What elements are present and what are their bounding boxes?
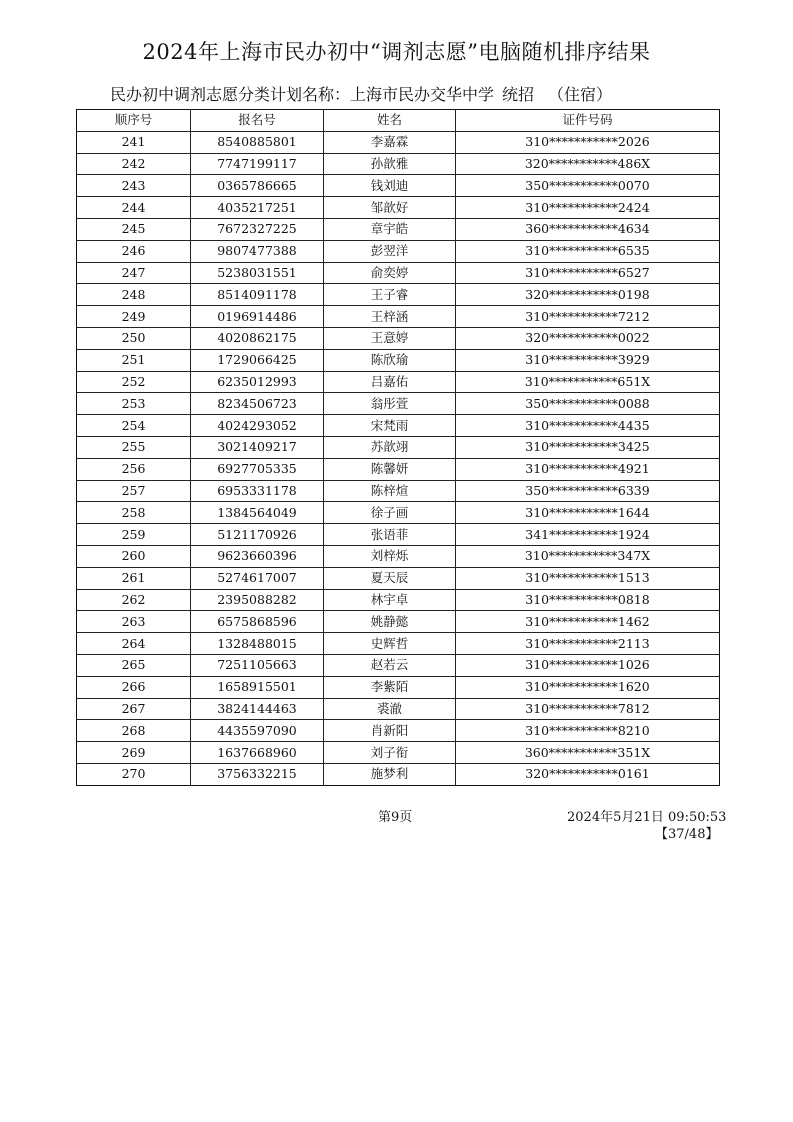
- cell-registration-no: 1637668960: [191, 742, 324, 764]
- cell-id-number: 360***********351X: [456, 742, 720, 764]
- cell-sequence: 252: [77, 371, 191, 393]
- cell-name: 苏歆翊: [324, 436, 456, 458]
- cell-name: 王子睿: [324, 284, 456, 306]
- school-name: 上海市民办交华中学: [350, 85, 495, 104]
- cell-registration-no: 1328488015: [191, 633, 324, 655]
- cell-name: 史辉哲: [324, 633, 456, 655]
- cell-sequence: 248: [77, 284, 191, 306]
- ranking-table: [76, 109, 720, 786]
- cell-id-number: 310***********3425: [456, 436, 720, 458]
- header-name: 姓名: [324, 110, 456, 132]
- header-sequence: 顺序号: [77, 110, 191, 132]
- cell-id-number: 310***********8210: [456, 720, 720, 742]
- table-row: [77, 654, 720, 676]
- table-row: [77, 742, 720, 764]
- cell-name: 俞奕婷: [324, 262, 456, 284]
- cell-name: 章宇皓: [324, 218, 456, 240]
- cell-sequence: 261: [77, 567, 191, 589]
- page-number: 第9页: [378, 810, 413, 825]
- cell-sequence: 269: [77, 742, 191, 764]
- table-header-row: [77, 110, 720, 132]
- cell-sequence: 250: [77, 327, 191, 349]
- cell-id-number: 310***********7812: [456, 698, 720, 720]
- cell-sequence: 262: [77, 589, 191, 611]
- cell-id-number: 320***********0198: [456, 284, 720, 306]
- table-row: [77, 524, 720, 546]
- cell-id-number: 320***********486X: [456, 153, 720, 175]
- cell-sequence: 270: [77, 763, 191, 785]
- cell-registration-no: 5274617007: [191, 567, 324, 589]
- cell-sequence: 243: [77, 175, 191, 197]
- cell-name: 肖新阳: [324, 720, 456, 742]
- cell-id-number: 341***********1924: [456, 524, 720, 546]
- boarding-type: （住宿）: [548, 85, 613, 104]
- document-title: 2024年上海市民办初中“调剂志愿”电脑随机排序结果: [142, 40, 651, 64]
- cell-id-number: 310***********1513: [456, 567, 720, 589]
- cell-name: 夏天辰: [324, 567, 456, 589]
- table-row: [77, 763, 720, 785]
- cell-name: 宋梵雨: [324, 415, 456, 437]
- cell-registration-no: 3756332215: [191, 763, 324, 785]
- cell-name: 林宇卓: [324, 589, 456, 611]
- table-row: [77, 589, 720, 611]
- cell-sequence: 264: [77, 633, 191, 655]
- cell-name: 邹歆好: [324, 197, 456, 219]
- cell-id-number: 310***********2026: [456, 131, 720, 153]
- cell-sequence: 251: [77, 349, 191, 371]
- cell-id-number: 310***********1644: [456, 502, 720, 524]
- cell-id-number: 310***********6535: [456, 240, 720, 262]
- cell-name: 王梓涵: [324, 306, 456, 328]
- cell-registration-no: 4435597090: [191, 720, 324, 742]
- header-id-number: 证件号码: [456, 110, 720, 132]
- cell-id-number: 310***********7212: [456, 306, 720, 328]
- table-row: [77, 436, 720, 458]
- cell-registration-no: 7251105663: [191, 654, 324, 676]
- cell-id-number: 310***********1026: [456, 654, 720, 676]
- header-registration-no: 报名号: [191, 110, 324, 132]
- cell-name: 赵若云: [324, 654, 456, 676]
- cell-sequence: 260: [77, 545, 191, 567]
- cell-registration-no: 9807477388: [191, 240, 324, 262]
- cell-sequence: 245: [77, 218, 191, 240]
- cell-name: 施梦利: [324, 763, 456, 785]
- cell-sequence: 254: [77, 415, 191, 437]
- cell-sequence: 246: [77, 240, 191, 262]
- cell-registration-no: 6575868596: [191, 611, 324, 633]
- cell-name: 李嘉霖: [324, 131, 456, 153]
- cell-sequence: 265: [77, 654, 191, 676]
- table-row: [77, 720, 720, 742]
- cell-registration-no: 7672327225: [191, 218, 324, 240]
- cell-name: 刘子衔: [324, 742, 456, 764]
- table-row: [77, 698, 720, 720]
- cell-registration-no: 5238031551: [191, 262, 324, 284]
- cell-name: 陈欣瑜: [324, 349, 456, 371]
- table-row: [77, 306, 720, 328]
- cell-name: 吕嘉佑: [324, 371, 456, 393]
- plan-name-line: [110, 82, 612, 105]
- cell-sequence: 263: [77, 611, 191, 633]
- cell-sequence: 247: [77, 262, 191, 284]
- table-row: [77, 415, 720, 437]
- cell-id-number: 360***********4634: [456, 218, 720, 240]
- cell-registration-no: 3824144463: [191, 698, 324, 720]
- table-row: [77, 393, 720, 415]
- cell-sequence: 255: [77, 436, 191, 458]
- cell-id-number: 310***********2424: [456, 197, 720, 219]
- print-timestamp: 2024年5月21日 09:50:53: [567, 810, 727, 825]
- cell-registration-no: 8540885801: [191, 131, 324, 153]
- table-row: [77, 545, 720, 567]
- cell-id-number: 310***********651X: [456, 371, 720, 393]
- table-row: [77, 284, 720, 306]
- cell-sequence: 259: [77, 524, 191, 546]
- cell-id-number: 310***********4435: [456, 415, 720, 437]
- cell-name: 陈馨妍: [324, 458, 456, 480]
- cell-id-number: 310***********4921: [456, 458, 720, 480]
- admission-category: 统招: [502, 85, 535, 104]
- cell-registration-no: 4024293052: [191, 415, 324, 437]
- cell-registration-no: 6953331178: [191, 480, 324, 502]
- table-row: [77, 153, 720, 175]
- cell-registration-no: 6235012993: [191, 371, 324, 393]
- cell-registration-no: 1729066425: [191, 349, 324, 371]
- table-row: [77, 327, 720, 349]
- table-row: [77, 458, 720, 480]
- cell-id-number: 310***********1620: [456, 676, 720, 698]
- cell-registration-no: 1384564049: [191, 502, 324, 524]
- cell-name: 张语菲: [324, 524, 456, 546]
- cell-name: 刘梓烁: [324, 545, 456, 567]
- cell-name: 翁彤萱: [324, 393, 456, 415]
- cell-id-number: 350***********0088: [456, 393, 720, 415]
- table-row: [77, 633, 720, 655]
- cell-id-number: 310***********6527: [456, 262, 720, 284]
- cell-registration-no: 8234506723: [191, 393, 324, 415]
- cell-name: 王意婷: [324, 327, 456, 349]
- table-row: [77, 262, 720, 284]
- cell-sequence: 256: [77, 458, 191, 480]
- table-row: [77, 567, 720, 589]
- cell-name: 徐子画: [324, 502, 456, 524]
- cell-name: 钱刘迪: [324, 175, 456, 197]
- cell-sequence: 241: [77, 131, 191, 153]
- table-row: [77, 349, 720, 371]
- cell-registration-no: 4020862175: [191, 327, 324, 349]
- table-row: [77, 240, 720, 262]
- cell-name: 姚静懿: [324, 611, 456, 633]
- cell-id-number: 310***********347X: [456, 545, 720, 567]
- table-row: [77, 676, 720, 698]
- table-row: [77, 131, 720, 153]
- cell-name: 陈梓煊: [324, 480, 456, 502]
- cell-sequence: 249: [77, 306, 191, 328]
- cell-id-number: 350***********0070: [456, 175, 720, 197]
- cell-id-number: 320***********0022: [456, 327, 720, 349]
- table-row: [77, 502, 720, 524]
- cell-registration-no: 4035217251: [191, 197, 324, 219]
- cell-registration-no: 0196914486: [191, 306, 324, 328]
- cell-registration-no: 5121170926: [191, 524, 324, 546]
- table-row: [77, 611, 720, 633]
- cell-registration-no: 8514091178: [191, 284, 324, 306]
- table-row: [77, 218, 720, 240]
- sheet-counter: 【37/48】: [655, 827, 719, 842]
- table-row: [77, 197, 720, 219]
- table-row: [77, 371, 720, 393]
- cell-sequence: 244: [77, 197, 191, 219]
- cell-sequence: 258: [77, 502, 191, 524]
- table-row: [77, 175, 720, 197]
- cell-sequence: 267: [77, 698, 191, 720]
- cell-name: 李紫陌: [324, 676, 456, 698]
- cell-id-number: 350***********6339: [456, 480, 720, 502]
- cell-id-number: 310***********2113: [456, 633, 720, 655]
- cell-name: 彭翌洋: [324, 240, 456, 262]
- cell-registration-no: 1658915501: [191, 676, 324, 698]
- plan-label: 民办初中调剂志愿分类计划名称：: [110, 85, 351, 104]
- table-row: [77, 480, 720, 502]
- cell-registration-no: 9623660396: [191, 545, 324, 567]
- cell-id-number: 320***********0161: [456, 763, 720, 785]
- cell-sequence: 242: [77, 153, 191, 175]
- cell-name: 孙歆雅: [324, 153, 456, 175]
- cell-id-number: 310***********1462: [456, 611, 720, 633]
- cell-sequence: 268: [77, 720, 191, 742]
- cell-registration-no: 2395088282: [191, 589, 324, 611]
- cell-sequence: 266: [77, 676, 191, 698]
- cell-id-number: 310***********3929: [456, 349, 720, 371]
- cell-sequence: 253: [77, 393, 191, 415]
- cell-registration-no: 3021409217: [191, 436, 324, 458]
- cell-registration-no: 7747199117: [191, 153, 324, 175]
- cell-id-number: 310***********0818: [456, 589, 720, 611]
- cell-name: 裘澈: [324, 698, 456, 720]
- cell-registration-no: 6927705335: [191, 458, 324, 480]
- cell-registration-no: 0365786665: [191, 175, 324, 197]
- cell-sequence: 257: [77, 480, 191, 502]
